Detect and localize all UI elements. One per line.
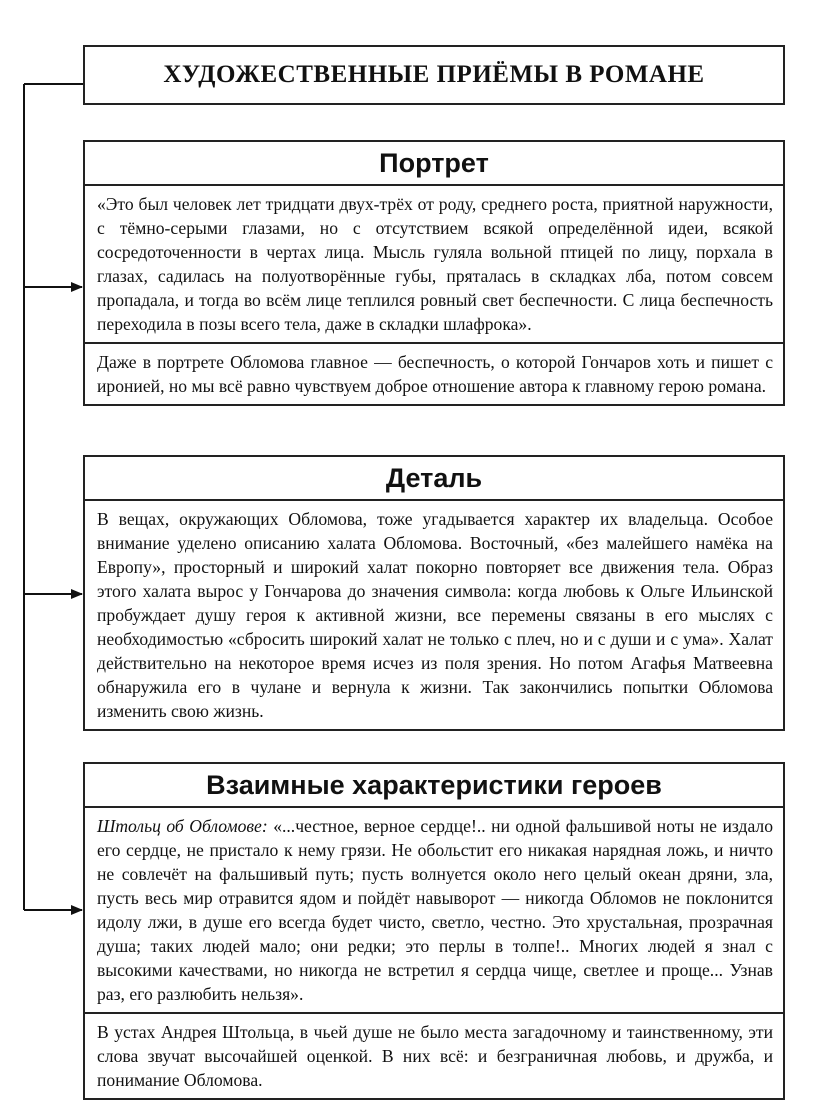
main-title: ХУДОЖЕСТВЕННЫЕ ПРИЁМЫ В РОМАНЕ [83,45,785,105]
mutual-quote-lead: Штольц об Обломове: [97,816,268,836]
section-detail [83,455,785,731]
mutual-comment: В устах Андрея Штольца, в чьей душе не было места загадочному и таинственному, эти слова звучат высочайшей оценкой. В них всё: и безграничная любовь, и дружба, и понимание Обломова. [85,1012,783,1098]
portrait-quote: «Это был человек лет тридцати двух-трёх от роду, среднего роста, приятной наружности, с тёмно-серыми глазами, но с отсутствием всякой определённой идеи, всякой сосредоточенности в чертах лица. Мысль гуляла вольной птицей по лицу, порхала в глазах, садилась на полуотворённые губы, пряталась в складках лба, потом совсем пропадала, и тогда во всём лице теплился ровный свет беспечности. С лица беспечность переходила в позы всего тела, даже в складки шлафрока». [97,194,773,334]
mutual-heading: Взаимные характеристики героев [85,764,783,808]
portrait-comment: Даже в портрете Обломова главное — беспечность, о которой Гончаров хоть и пишет с иронией, но мы всё равно чувствуем доброе отношение автора к главному герою романа. [85,342,783,404]
detail-text: В вещах, окружающих Обломова, тоже угадывается характер их владельца. Особое внимание уделено описанию халата Обломова. Восточный, «без малейшего намёка на Европу», просторный и широкий халат покорно повторяет все движения тела. Образ этого халата вырос у Гончарова до значения символа: когда любовь к Ольге Ильинской пробуждает душу героя к активной жизни, все перемены связаны в его мыслях с необходимостью «сбросить широкий халат не только с плеч, но и с души и с ума». Халат действительно на некоторое время исчез из поля зрения. Но потом Агафья Матвеевна обнаружила его в чулане и вернула к жизни. Так закончились попытки Обломова изменить свою жизнь. [97,509,773,721]
section-portrait [83,140,785,406]
section-mutual-characteristics [83,762,785,1100]
mutual-quote-block [85,808,783,1012]
detail-heading: Деталь [85,457,783,501]
portrait-heading: Портрет [85,142,783,186]
mutual-quote: «...честное, верное сердце!.. ни одной фальшивой ноты не издало его сердце, не пристало к нему грязи. Не обольстит его никакая нарядная ложь, и ничто не совлечёт на фальшивый путь; пусть волнуется около него целый океан дряни, зла, пусть весь мир отравится ядом и пойдёт навыворот — никогда Обломов не поклонится идолу лжи, в душе его всегда будет чисто, светло, честно. Это хрустальная, прозрачная душа; таких людей мало; они редки; это перлы в толпе!.. Многих людей я знал с высокими качествами, но никогда не встретил я сердца чище, светлее и проще... Узнав раз, его разлюбить нельзя». [97,816,773,1004]
